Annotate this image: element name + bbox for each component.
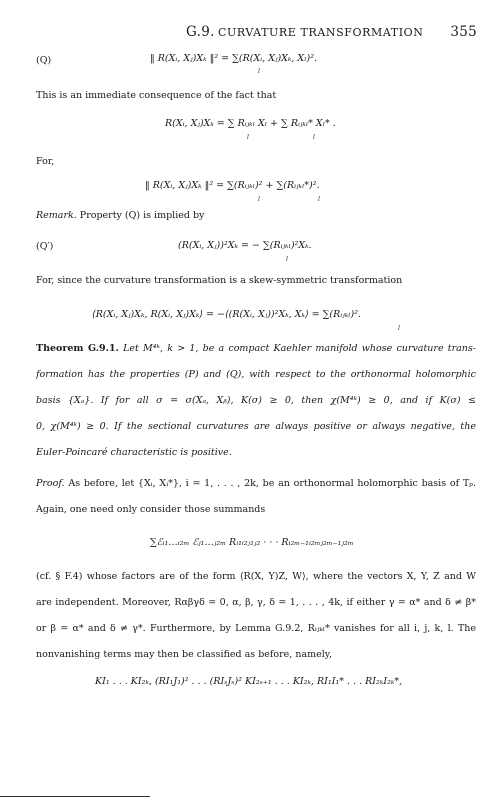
running-title: CURVATURE TRANSFORMATION (218, 26, 424, 39)
proof-text: As before, let {Xᵢ, Xᵢ*}, i = 1, . . . , 2k, be an orthonormal holomorphic basis of Tₚ. (68, 478, 476, 489)
page-edge-rule (0, 796, 150, 797)
paragraph-1: This is an immediate consequence of the fact that (36, 90, 277, 101)
closing-line-4: nonvanishing terms may then be classified as before, namely, (36, 649, 332, 660)
equation-5: ⟨R(Xᵢ, Xⱼ)Xₖ, R(Xᵢ, Xⱼ)Xₖ⟩ = −⟨(R(Xᵢ, Xⱼ))²Xₖ, Xₖ⟩ = ∑(Rᵢⱼₖₗ)². (92, 309, 362, 320)
equation-tag-q-prime: (Q′) (36, 241, 54, 252)
equation-q-prime: (R(Xᵢ, Xⱼ))²Xₖ = − ∑(Rᵢⱼₖₗ)²Xₖ. (178, 240, 312, 251)
proof-line-2: Again, one need only consider those summands (36, 504, 266, 515)
page-number: 355 (450, 24, 477, 40)
theorem-line-2: formation has the properties (P) and (Q), with respect to the orthonormal holomorphic (36, 369, 476, 380)
proof-line-1 (36, 478, 476, 489)
paragraph-2: For, (36, 156, 55, 167)
equation-2: R(Xᵢ, Xⱼ)Xₖ = ∑ Rᵢⱼₖₗ Xₗ + ∑ Rᵢⱼₖₗ* Xₗ* . (165, 118, 336, 129)
equation-q: ‖ R(Xᵢ, Xⱼ)Xₖ ‖² = ∑(R(Xᵢ, Xⱼ)Xₖ, Xₗ)². (150, 53, 318, 64)
theorem-line-3: basis {Xₐ}. If for all σ = σ(Xₐ, Xᵦ), K(σ) ≥ 0, then χ(M⁴ᵏ) ≥ 0, and if K(σ) ≤ (36, 395, 476, 406)
proof-label: Proof. (36, 478, 65, 489)
sum-index: l (398, 325, 400, 332)
equation-tag-q: (Q) (36, 55, 52, 66)
theorem-line-5: Euler-Poincaré characteristic is positive. (36, 447, 232, 458)
paragraph-3: For, since the curvature transformation is a skew-symmetric transformation (36, 275, 403, 286)
sum-index: l (313, 134, 315, 141)
remark-label: Remark. (36, 210, 77, 221)
closing-line-1: (cf. § F.4) whose factors are of the form ⟨R(X, Y)Z, W⟩, where the vectors X, Y, Z and W (36, 571, 476, 582)
sum-index: l (258, 68, 260, 75)
remark-text: Property (Q) is implied by (79, 210, 205, 221)
equation-6: ∑ℰᵢ₁…ᵢ₂ₘ ℰⱼ₁…ⱼ₂ₘ Rᵢ₁ᵢ₂ⱼ₁ⱼ₂ · · · Rᵢ₂ₘ₋₁ᵢ₂ₘⱼ₂ₘ₋₁ⱼ₂ₘ (150, 537, 354, 548)
equation-7: KI₁ . . . KI₂ₖ, (RI₁J₁)² . . . (RIₛJₛ)² KI₂ₛ₊₁ . . . KI₂ₖ, RI₁I₁* . . . RI₂ₖI₂ₖ*, (95, 676, 403, 687)
equation-3: ‖ R(Xᵢ, Xⱼ)Xₖ ‖² = ∑(Rᵢⱼₖₗ)² + ∑(Rᵢⱼₖₗ*)². (145, 180, 320, 191)
sum-index: l (286, 256, 288, 263)
closing-line-3: or β = α* and δ ≠ γ*. Furthermore, by Lemma G.9.2, Rᵢⱼₖₗ* vanishes for all i, j, k, l. The (36, 623, 476, 634)
theorem-text: Let M⁴ᵏ, k > 1, be a compact Kaehler manifold whose curvature trans- (123, 343, 476, 354)
theorem-line-4: 0, χ(M⁴ᵏ) ≥ 0. If the sectional curvatures are always positive or always negative, the (36, 421, 476, 432)
closing-line-2: are independent. Moreover, Rαβγδ = 0, α, β, γ, δ = 1, . . . , 4k, if either γ = α* and δ ≠ β* (36, 597, 476, 608)
sum-index: l (247, 134, 249, 141)
remark (36, 210, 476, 222)
sum-index: l (318, 196, 320, 203)
theorem-label: Theorem G.9.1. (36, 343, 119, 354)
theorem-line-1 (36, 343, 476, 354)
section-number: G.9. (186, 24, 215, 40)
sum-index: l (258, 196, 260, 203)
